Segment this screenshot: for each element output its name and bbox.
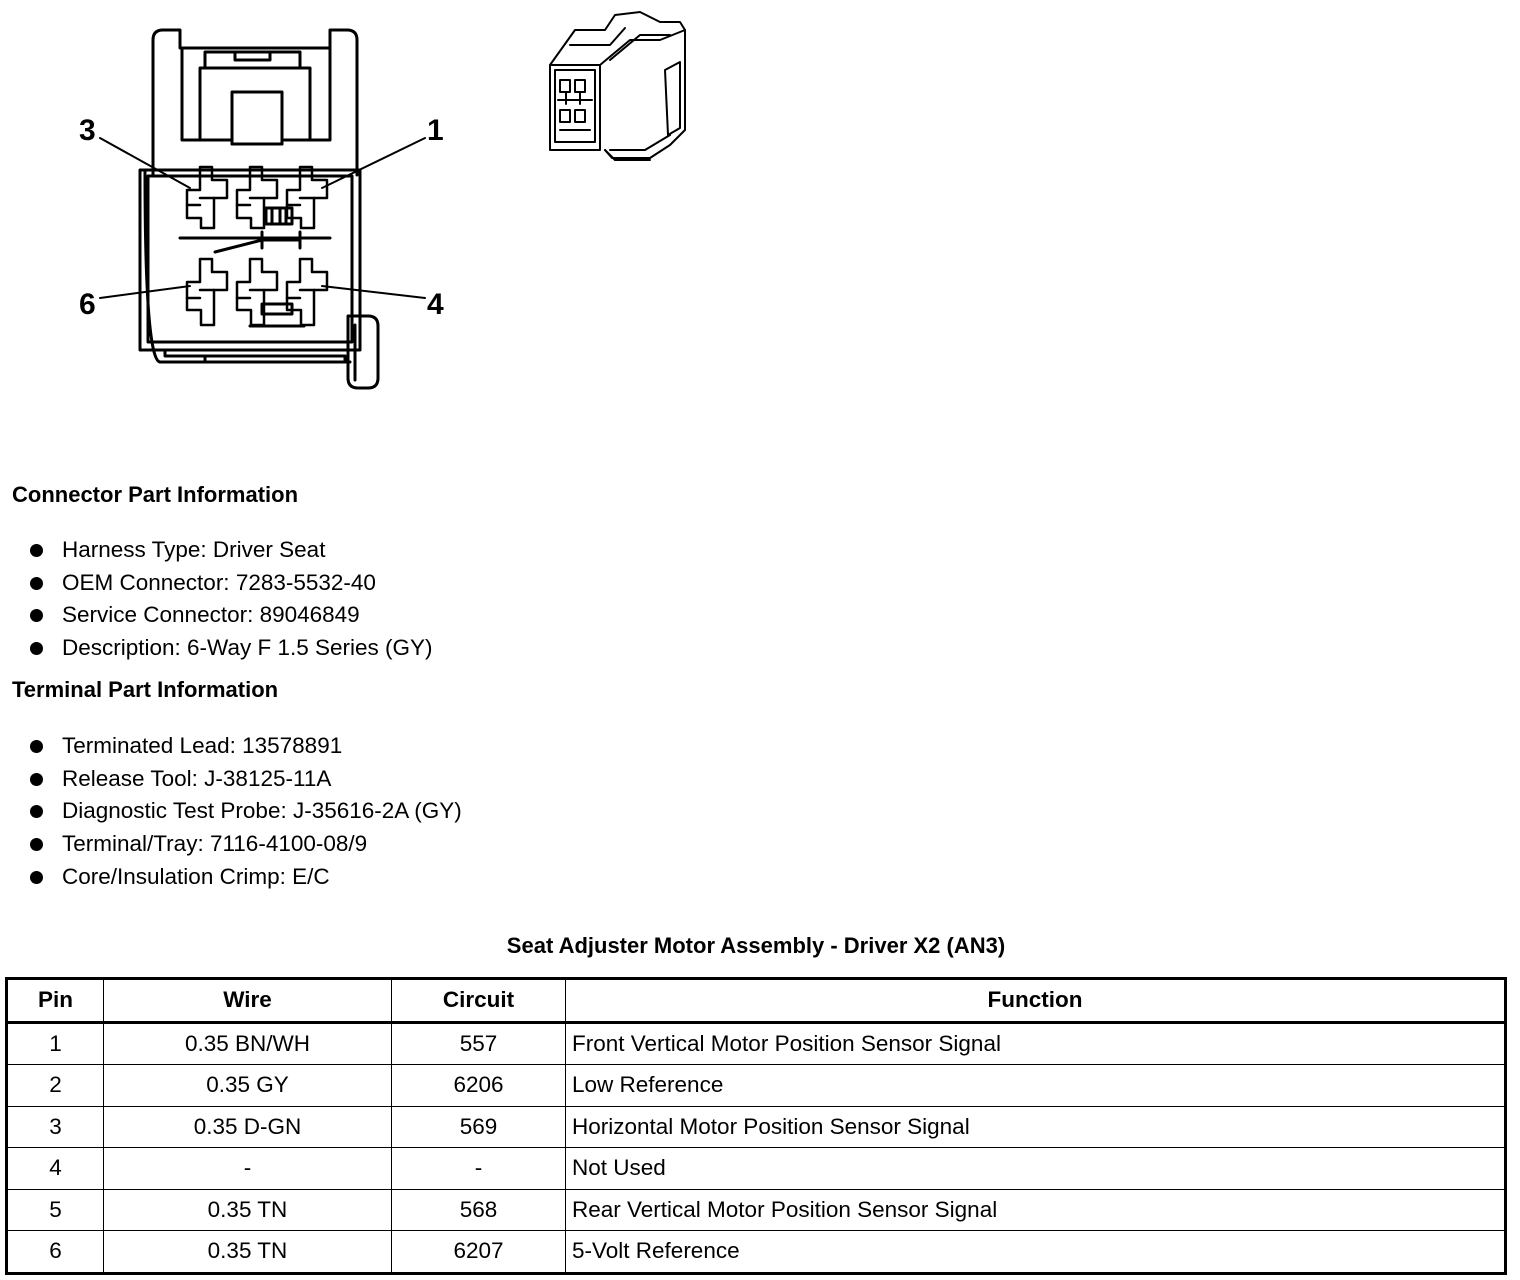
list-item: Core/Insulation Crimp: E/C xyxy=(28,861,462,894)
cell-pin: 1 xyxy=(7,1022,104,1065)
connector-info-list xyxy=(28,534,433,665)
cell-circuit: 6206 xyxy=(392,1065,566,1107)
header-wire: Wire xyxy=(104,979,392,1023)
connector-info-heading: Connector Part Information xyxy=(12,482,299,507)
bullet-icon xyxy=(30,544,43,557)
cell-wire: 0.35 GY xyxy=(104,1065,392,1107)
list-item: Harness Type: Driver Seat xyxy=(28,534,433,567)
table-row xyxy=(7,1022,1506,1065)
cell-circuit: - xyxy=(392,1148,566,1190)
cell-pin: 5 xyxy=(7,1189,104,1231)
table-title: Seat Adjuster Motor Assembly - Driver X2 (AN3) xyxy=(506,933,1006,958)
cell-function: Not Used xyxy=(566,1148,1506,1190)
header-function: Function xyxy=(566,979,1506,1023)
pinout-table xyxy=(5,977,1507,1275)
cell-pin: 6 xyxy=(7,1231,104,1274)
bullet-icon xyxy=(30,740,43,753)
list-item: Service Connector: 89046849 xyxy=(28,599,433,632)
pin-label-6: 6 xyxy=(79,288,96,321)
table-row xyxy=(7,1148,1506,1190)
bullet-icon xyxy=(30,871,43,884)
connector-housing xyxy=(140,30,378,388)
header-circuit: Circuit xyxy=(392,979,566,1023)
cell-wire: - xyxy=(104,1148,392,1190)
cell-circuit: 568 xyxy=(392,1189,566,1231)
bullet-icon xyxy=(30,838,43,851)
terminal-cavities xyxy=(187,167,327,325)
bullet-icon xyxy=(30,577,43,590)
table-row xyxy=(7,1189,1506,1231)
cell-wire: 0.35 D-GN xyxy=(104,1106,392,1148)
bullet-icon xyxy=(30,805,43,818)
cell-circuit: 569 xyxy=(392,1106,566,1148)
list-item: Terminal/Tray: 7116-4100-08/9 xyxy=(28,828,462,861)
cell-function: 5-Volt Reference xyxy=(566,1231,1506,1274)
terminal-info-heading: Terminal Part Information xyxy=(12,677,279,702)
terminal-info-list xyxy=(28,730,462,893)
cell-circuit: 557 xyxy=(392,1022,566,1065)
bullet-icon xyxy=(30,642,43,655)
table-row xyxy=(7,1231,1506,1274)
list-item: Release Tool: J-38125-11A xyxy=(28,763,462,796)
bullet-icon xyxy=(30,773,43,786)
connector-diagram xyxy=(0,0,720,400)
pin-label-4: 4 xyxy=(427,288,444,321)
cell-wire: 0.35 BN/WH xyxy=(104,1022,392,1065)
list-item: Description: 6-Way F 1.5 Series (GY) xyxy=(28,632,433,665)
cell-circuit: 6207 xyxy=(392,1231,566,1274)
bullet-icon xyxy=(30,609,43,622)
cell-function: Rear Vertical Motor Position Sensor Signal xyxy=(566,1189,1506,1231)
cell-function: Horizontal Motor Position Sensor Signal xyxy=(566,1106,1506,1148)
list-item: Terminated Lead: 13578891 xyxy=(28,730,462,763)
table-row xyxy=(7,1065,1506,1107)
cell-wire: 0.35 TN xyxy=(104,1189,392,1231)
connector-3d-thumbnail xyxy=(550,12,685,160)
table-row xyxy=(7,1106,1506,1148)
cell-pin: 4 xyxy=(7,1148,104,1190)
cell-function: Front Vertical Motor Position Sensor Signal xyxy=(566,1022,1506,1065)
list-item: Diagnostic Test Probe: J-35616-2A (GY) xyxy=(28,795,462,828)
table-header-row xyxy=(7,979,1506,1023)
pin-label-1: 1 xyxy=(427,114,444,147)
list-item: OEM Connector: 7283-5532-40 xyxy=(28,567,433,600)
cell-function: Low Reference xyxy=(566,1065,1506,1107)
cell-pin: 2 xyxy=(7,1065,104,1107)
cell-wire: 0.35 TN xyxy=(104,1231,392,1274)
cell-pin: 3 xyxy=(7,1106,104,1148)
header-pin: Pin xyxy=(7,979,104,1023)
pin-label-3: 3 xyxy=(79,114,96,147)
